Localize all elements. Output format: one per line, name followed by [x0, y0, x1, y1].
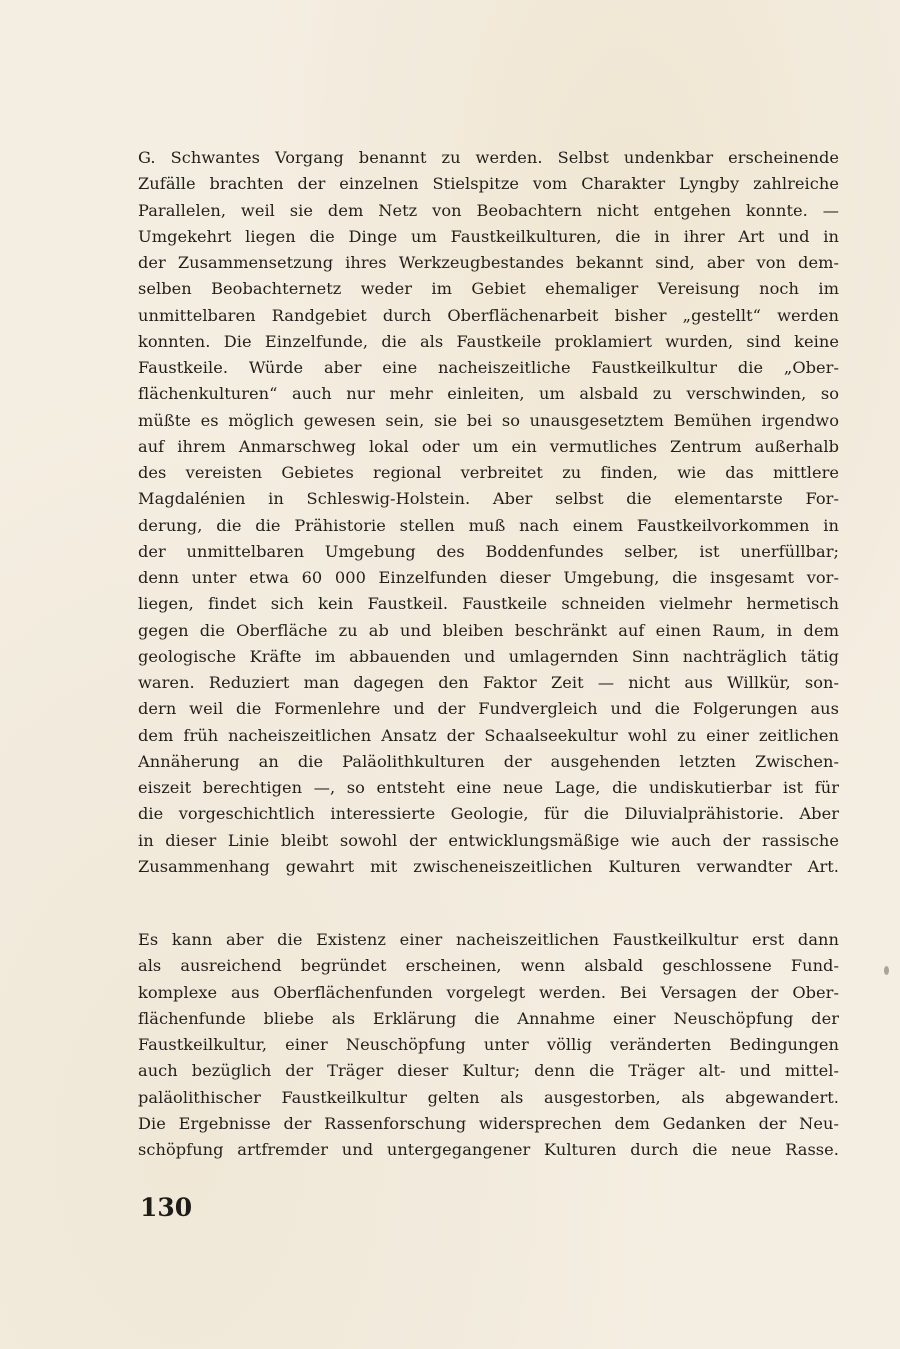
text-line: der Zusammensetzung ihres Werkzeugbestandes bekannt sind, aber von dem- — [138, 253, 839, 272]
text-line: in dieser Linie bleibt sowohl der entwicklungsmäßige wie auch der rassische — [138, 830, 839, 850]
text-line: eiszeit berechtigen —, so entsteht eine neue Lage, die undiskutierbar ist für — [138, 778, 839, 797]
text-line: paläolithischer Faustkeilkultur gelten als ausgestorben, als abgewandert. — [138, 1087, 839, 1107]
text-line: G. Schwantes Vorgang benannt zu werden. Selbst undenkbar erscheinende — [138, 148, 839, 167]
paper-speck — [884, 966, 889, 975]
text-line: auch bezüglich der Träger dieser Kultur; denn die Träger alt- und mittel- — [138, 1061, 839, 1081]
text-line: denn unter etwa 60 000 Einzelfunden dieser Umgebung, die insgesamt vor- — [138, 568, 839, 587]
text-line: Es kann aber die Existenz einer nacheiszeitlichen Faustkeilkultur erst dann — [138, 930, 839, 949]
text-line: derung, die die Prähistorie stellen muß nach einem Faustkeilvorkommen in — [138, 515, 839, 535]
text-line: auf ihrem Anmarschweg lokal oder um ein vermutliches Zentrum außerhalb — [138, 436, 839, 456]
text-line: geologische Kräfte im abbauenden und umlagernden Sinn nachträglich tätig — [138, 646, 839, 666]
text-line: Die Ergebnisse der Rassenforschung widersprechen dem Gedanken der Neu- — [138, 1113, 839, 1133]
text-line: komplexe aus Oberflächenfunden vorgelegt werden. Bei Versagen der Ober- — [138, 982, 839, 1002]
text-line: selben Beobachternetz weder im Gebiet ehemaliger Vereisung noch im — [138, 279, 839, 299]
text-line: waren. Reduziert man dagegen den Faktor Zeit — nicht aus Willkür, son- — [138, 673, 839, 692]
text-line: gegen die Oberfläche zu ab und bleiben beschränkt auf einen Raum, in dem — [138, 620, 839, 640]
text-line: Parallelen, weil sie dem Netz von Beobachtern nicht entgehen konnte. — — [138, 200, 839, 220]
text-line: liegen, findet sich kein Faustkeil. Faustkeile schneiden vielmehr hermetisch — [138, 594, 839, 614]
text-line: des vereisten Gebietes regional verbreitet zu finden, wie das mittlere — [138, 463, 839, 482]
text-line: unmittelbaren Randgebiet durch Oberflächenarbeit bisher „gestellt“ werden — [138, 305, 839, 325]
text-line: Faustkeile. Würde aber eine nacheiszeitliche Faustkeilkultur die „Ober- — [138, 358, 839, 377]
text-line: dem früh nacheiszeitlichen Ansatz der Schaalseekultur wohl zu einer zeitlichen — [138, 725, 839, 745]
text-line: schöpfung artfremder und untergegangener Kulturen durch die neue Rasse. — [138, 1140, 839, 1159]
text-line: dern weil die Formenlehre und der Fundvergleich und die Folgerungen aus — [138, 699, 839, 719]
text-line: Umgekehrt liegen die Dinge um Faustkeilkulturen, die in ihrer Art und in — [138, 226, 839, 246]
text-line: flächenkulturen“ auch nur mehr einleiten, um alsbald zu verschwinden, so — [138, 384, 839, 404]
text-line: Zusammenhang gewahrt mit zwischeneiszeitlichen Kulturen verwandter Art. — [138, 856, 839, 876]
text-line: konnten. Die Einzelfunde, die als Faustkeile proklamiert wurden, sind keine — [138, 331, 839, 351]
text-line: Magdalénien in Schleswig-Holstein. Aber selbst die elementarste For- — [138, 489, 839, 509]
text-line: der unmittelbaren Umgebung des Boddenfundes selber, ist unerfüllbar; — [138, 541, 839, 561]
paragraph-2 — [138, 927, 839, 1163]
text-line: flächenfunde bliebe als Erklärung die Annahme einer Neuschöpfung der — [138, 1008, 839, 1028]
text-line: die vorgeschichtlich interessierte Geologie, für die Diluvialprähistorie. Aber — [138, 804, 839, 824]
text-line: als ausreichend begründet erscheinen, wenn alsbald geschlossene Fund- — [138, 956, 839, 976]
text-line: Zufälle brachten der einzelnen Stielspitze vom Charakter Lyngby zahlreiche — [138, 174, 839, 194]
text-line: Faustkeilkultur, einer Neuschöpfung unter völlig veränderten Bedingungen — [138, 1035, 839, 1054]
paragraph-1 — [138, 145, 839, 880]
text-line: Annäherung an die Paläolithkulturen der ausgehenden letzten Zwischen- — [138, 751, 839, 771]
page-number: 130 — [140, 1193, 193, 1222]
text-line: müßte es möglich gewesen sein, sie bei so unausgesetztem Bemühen irgendwo — [138, 410, 839, 430]
